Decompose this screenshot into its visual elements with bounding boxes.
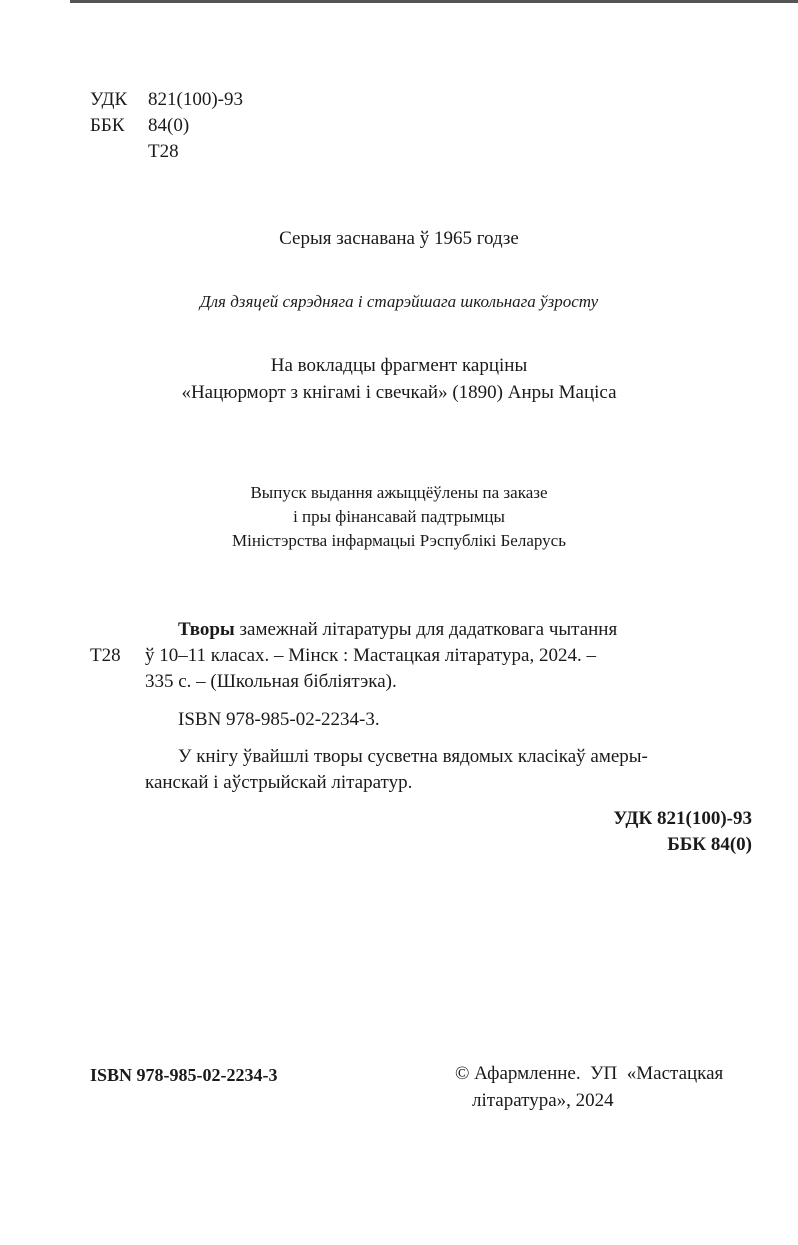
catalog-isbn: ISBN 978-985-02-2234-3.	[178, 709, 380, 730]
udk-label: УДК	[90, 89, 128, 110]
copyright-line2: літаратура», 2024	[472, 1090, 614, 1111]
catalog-bbk: ББК 84(0)	[667, 834, 752, 855]
catalog-mark: Т28	[90, 645, 121, 666]
footer-isbn: ISBN 978-985-02-2234-3	[90, 1065, 278, 1085]
funding-note-line3: Міністэрства інфармацыі Рэспублікі Беларусь	[232, 531, 566, 550]
catalog-line2: ў 10–11 класах. – Мінск : Мастацкая літаратура, 2024. –	[145, 645, 596, 666]
author-mark: Т28	[148, 141, 179, 162]
bbk-label: ББК	[90, 115, 125, 136]
annotation-line2: канскай і аўстрыйскай літаратур.	[145, 772, 413, 793]
bbk-value: 84(0)	[148, 115, 190, 136]
top-edge-line	[70, 0, 798, 3]
cover-note-line1: На вокладцы фрагмент карціны	[270, 355, 528, 376]
funding-note-line1: Выпуск выдання ажыццёўлены па заказе	[250, 483, 548, 502]
annotation-line1: У кнігу ўвайшлі творы сусветна вядомых класікаў амеры-	[178, 746, 648, 767]
catalog-title-rest: замежнай літаратуры для дадатковага чытання	[234, 619, 618, 640]
audience-note: Для дзяцей сярэдняга і старэйшага школьнага ўзросту	[199, 292, 599, 311]
series-note: Серыя заснавана ў 1965 годзе	[279, 228, 519, 249]
funding-note-line2: і пры фінансавай падтрымцы	[293, 507, 505, 526]
catalog-title	[178, 616, 617, 643]
catalog-line3: 335 с. – (Школьная бібліятэка).	[145, 671, 397, 692]
udk-value: 821(100)-93	[148, 89, 243, 110]
copyright-line1: © Афармленне. УП «Мастацкая	[455, 1063, 724, 1084]
cover-note-line2: «Нацюрморт з кнігамі і свечкай» (1890) Анры Маціса	[181, 382, 617, 403]
catalog-title-bold: Творы	[178, 619, 235, 640]
catalog-udk: УДК 821(100)-93	[613, 808, 752, 829]
